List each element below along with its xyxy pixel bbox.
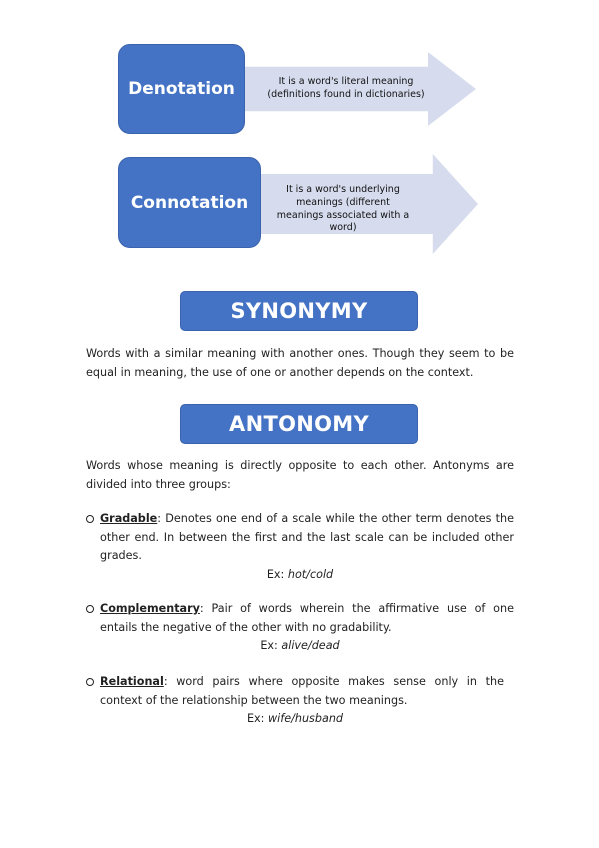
gradable-term: Gradable	[100, 512, 158, 525]
synonymy-heading-text: SYNONYMY	[230, 299, 368, 323]
antonymy-heading	[180, 404, 418, 444]
synonymy-text: Words with a similar meaning with another ones. Though they seem to be equal in meaning, the use of one or another depends on the context.	[86, 347, 514, 379]
complementary-definition: : Pair of words wherein the affirmative use of one entails the negative of the other with no gradability.	[100, 602, 514, 634]
connotation-title: Connotation	[130, 192, 249, 213]
example-prefix: Ex:	[260, 639, 282, 652]
relational-term: Relational	[100, 675, 164, 688]
denotation-box	[118, 44, 245, 134]
bullet-circle-icon	[86, 515, 94, 523]
connotation-box	[118, 157, 261, 248]
antonymy-heading-text: ANTONOMY	[229, 412, 369, 436]
gradable-item	[86, 510, 514, 584]
denotation-description: It is a word's literal meaning (definitions found in dictionaries)	[267, 76, 425, 100]
bullet-circle-icon	[86, 605, 94, 613]
relational-item	[86, 673, 504, 728]
complementary-example-words: alive/dead	[281, 639, 340, 652]
complementary-term: Complementary	[100, 602, 200, 615]
gradable-definition: : Denotes one end of a scale while the other term denotes the other end. In between the first and the last scale can be included other grades.	[100, 512, 514, 562]
relational-example-words: wife/husband	[268, 712, 344, 725]
example-prefix: Ex:	[266, 567, 288, 581]
example-prefix: Ex:	[246, 712, 268, 725]
denotation-title: Denotation	[128, 79, 235, 99]
connotation-description: It is a word's underlying meanings (different meanings associated with a word)	[276, 184, 410, 234]
bullet-circle-icon	[86, 678, 94, 686]
gradable-example-words: hot/cold	[287, 567, 334, 581]
synonymy-heading	[180, 291, 418, 331]
antonymy-text: Words whose meaning is directly opposite to each other. Antonyms are divided into three groups:	[86, 459, 514, 491]
relational-example	[86, 710, 504, 728]
complementary-example	[86, 637, 514, 655]
complementary-item	[86, 600, 514, 655]
gradable-example	[86, 566, 514, 584]
relational-definition: : word pairs where opposite makes sense only in the context of the relationship between the two meanings.	[100, 675, 504, 707]
